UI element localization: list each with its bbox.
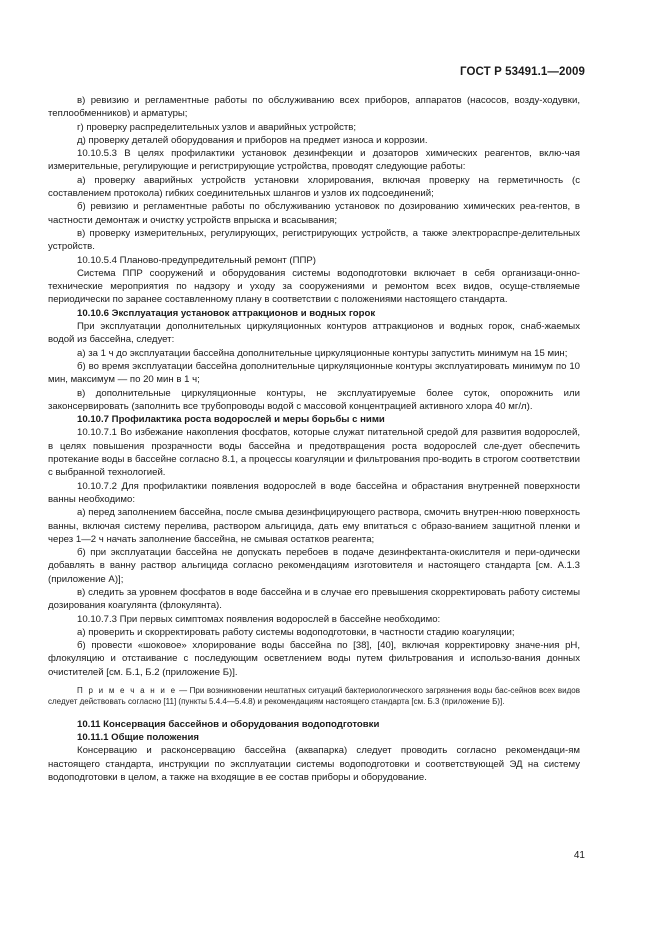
paragraph: 10.10.7.1 Во избежание накопления фосфатов, которые служат питательной средой для развития водорослей, в целях повышения прозрачности воды бассейна и предотвращения роста водорослей сле-дует обеспечить протекание воды в бассейне согласно 8.1, а процессы коагуляции и фильтрования про-водить в строгом соответствии с выбранной технологией. bbox=[48, 427, 580, 479]
paragraph: в) следить за уровнем фосфатов в воде бассейна и в случае его превышения скорректировать работу системы дозирования коагулянта (флокулянта). bbox=[48, 586, 580, 612]
note-block bbox=[48, 685, 580, 708]
document-body bbox=[48, 94, 580, 784]
paragraph: Консервацию и расконсервацию бассейна (аквапарка) следует проводить согласно рекомендаци-ям настоящего стандарта, инструкции по эксплуатации системы водоподготовки и соответствующей ЭД на систему водоподготовки в целом, а также на входящие в ее состав приборы и оборудование. bbox=[48, 745, 580, 784]
paragraph: 10.10.5.4 Планово-предупредительный ремонт (ППР) bbox=[77, 254, 316, 266]
paragraph: 10.10.7.2 Для профилактики появления водорослей в воде бассейна и обрастания внутренней поверхности ванны необходимо: bbox=[48, 480, 580, 505]
paragraph: г) проверку распределительных узлов и аварийных устройств; bbox=[77, 121, 357, 133]
paragraph: б) ревизию и регламентные работы по обслуживанию установок по дозированию химических реа-гентов, в частности демонтаж и очистку устройств впрыска и всасывания; bbox=[48, 201, 580, 226]
section-heading: 10.11.1 Общие положения bbox=[77, 732, 199, 744]
paragraph: б) при эксплуатации бассейна не допускать перебоев в подаче дезинфектанта-окислителя и пери-одически добавлять в ванну раствор альгицида согласно рекомендациям изготовителя и настоящего стандарта [см. А.1.3 (приложение А)]; bbox=[48, 547, 580, 585]
section-heading: 10.10.7 Профилактика роста водорослей и меры борьбы с ними bbox=[77, 414, 385, 426]
paragraph: в) проверку измерительных, регулирующих, регистрирующих устройств, а также электрораспре-делительных устройств. bbox=[48, 227, 580, 253]
paragraph: а) за 1 ч до эксплуатации бассейна дополнительные циркуляционные контуры запустить минимум на 15 мин; bbox=[77, 347, 568, 359]
paragraph: б) во время эксплуатации бассейна дополнительные циркуляционные контуры эксплуатировать минимум по 10 мин, максимум — по 20 мин в 1 ч; bbox=[48, 360, 580, 386]
note-text: — При возникновении нештатных ситуаций бактериологического загрязнения воды бас-сейнов всех видов следует действовать согласно [11] (пункты 5.4.4—5.4.8) и рекомендациям настоящего стандарта [см. Б.3 (приложение Б)]. bbox=[48, 686, 580, 707]
note-label: П р и м е ч а н и е bbox=[77, 686, 177, 696]
paragraph: в) дополнительные циркуляционные контуры, не эксплуатируемые более суток, опорожнить или законсервировать (заполнить все трубопроводы водой с массовой концентрацией активного хлора 40 мг/л). bbox=[48, 387, 580, 412]
paragraph-group-maintenance bbox=[48, 94, 580, 679]
paragraph: а) перед заполнением бассейна, после смыва дезинфицирующего раствора, смочить внутрен-нюю поверхность ванны, включая систему перелива, раствором альгицида, дать ему впитаться с образо-ванием защитной пленки и через 1—2 ч начать заполнение бассейна, не смывая остатков реагента; bbox=[48, 507, 580, 545]
paragraph: в) ревизию и регламентные работы по обслуживанию всех приборов, аппаратов (насосов, возду-ходувки, теплообменников) и арматуры; bbox=[48, 95, 580, 120]
page-number: 41 bbox=[573, 850, 585, 861]
document-id-header: ГОСТ Р 53491.1—2009 bbox=[460, 66, 585, 78]
paragraph: а) проверку аварийных устройств установки хлорирования, включая проверку на герметичность (с составлением протокола) гибких соединительных шлангов и узлов их подсоединений; bbox=[48, 174, 580, 200]
paragraph: а) проверить и скорректировать работу системы водоподготовки, в частности стадию коагуляции; bbox=[77, 626, 515, 638]
paragraph: 10.10.5.3 В целях профилактики установок дезинфекции и дозаторов химических реагентов, вклю-чая измерительные, регулирующие и регистрирующие устройства, проводят следующие работы: bbox=[48, 148, 580, 173]
paragraph: При эксплуатации дополнительных циркуляционных контуров аттракционов и водных горок, снаб-жаемых водой из бассейна, следует: bbox=[48, 321, 580, 346]
paragraph: Система ППР сооружений и оборудования системы водоподготовки включает в себя организаци-онно-технические мероприятия по надзору и уходу за сооружениями и ремонтом всех видов, осуще-ствляемые периодически по заранее составленному плану в соответствии с положениями настоящего стандарта. bbox=[48, 267, 580, 306]
paragraph: д) проверку деталей оборудования и приборов на предмет износа и коррозии. bbox=[77, 134, 428, 146]
paragraph-group-conservation bbox=[48, 718, 580, 784]
section-heading: 10.11 Консервация бассейнов и оборудования водоподготовки bbox=[77, 718, 380, 730]
section-heading: 10.10.6 Эксплуатация установок аттракционов и водных горок bbox=[77, 307, 376, 319]
paragraph: б) провести «шоковое» хлорирование воды бассейна по [38], [40], включая корректировку значе-ния pH, флокуляцию и отстаивание с последующим осветлением воды путем фильтрования и использо-вания донных очистителей [см. Б.1, Б.2 (приложение Б)]. bbox=[48, 640, 580, 678]
paragraph: 10.10.7.3 При первых симптомах появления водорослей в бассейне необходимо: bbox=[77, 613, 441, 625]
